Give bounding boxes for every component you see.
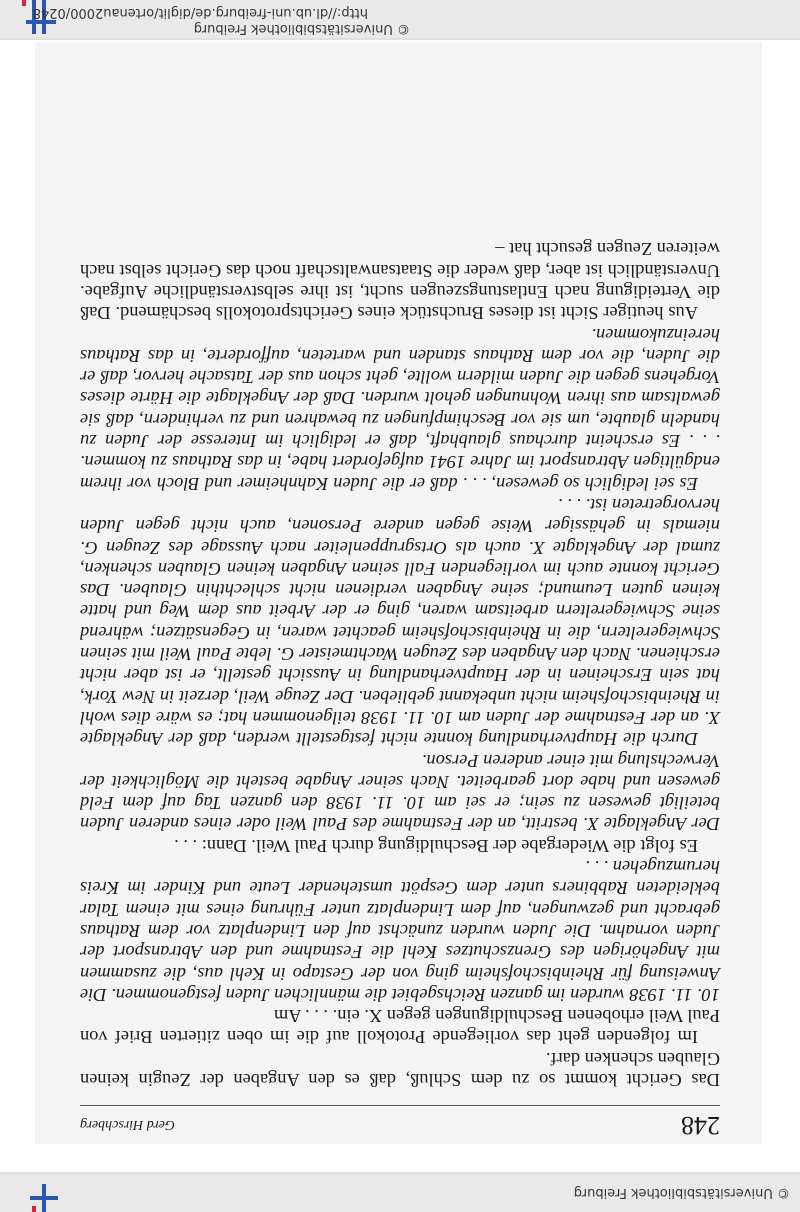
bottom-copyright-text: © Universitätsbibliothek Freiburg: [573, 1185, 790, 1200]
url-link[interactable]: http://dl.ub.uni-freiburg.de/diglit/ortenau2000/0248: [32, 5, 368, 20]
running-head-author: Gerd Hirschberg: [80, 1117, 176, 1132]
body-text: [80, 238, 720, 1090]
quote-kahnheimer-bloch: Es sei lediglich so gewesen, . . . daß er die Juden Kahnheimer und Bloch vor ihrem endgültigen Abtransport im Jahre 1941 aufgefordert habe, in das Rathaus zu kommen. . . . Es erscheint durchaus glaubhaft, daß er lediglich im Interesse der Juden zu handeln glaubte, um sie vor Beschimpfungen zu bewahren und zu verhindern, daß sie gewaltsam aus ihren Wohnungen geholt wurden. Daß der Angeklagte die Härte dieses Vorgehens gegen die Juden mildern wollte, geht schon aus der Tatsache hervor, daß er die Juden, die vor dem Rathaus standen und warteten, aufforderte, in das Rathaus hereinzukommen.: [80, 324, 720, 494]
header-rule: [80, 1105, 720, 1106]
ub-freiburg-logo-icon: [8, 1172, 58, 1212]
viewer-footer-bar: [0, 0, 800, 40]
quote-main-hearing: Durch die Hauptverhandlung konnte nicht festgestellt werden, daß der Angeklagte X. an der Festnahme der Juden am 10. 11. 1938 teilgenommen hat; es wäre dies wohl in Rheinbischofsheim nicht unbekannt geblieben. Der Zeuge Weil, derzeit in New York, hat sein Erscheinen in der Hauptverhandlung in Aussicht gestellt, er ist aber nicht erschienen. Nach den Angaben des Zeugen Wachtmeister G. lebte Paul Weil mit seinen Schwiegereltern, die in Rheinbischofsheim geachtet waren, in Gegensätzen; während seine Schwiegereltern arbeitsam waren, ging er der Arbeit aus dem Weg und hatte keinen guten Leumund; seine Angaben verdienen nicht schlechthin Glauben. Das Gericht konnte auch im vorliegenden Fall seinen Angaben keinen Glauben schenken, zumal der Angeklagte X. auch als Ortsgruppenleiter nach Aussage des Zeugen G. niemals in gehässiger Weise gegen andere Personen, auch nicht gegen Juden hervorgetreten ist. . . .: [80, 494, 720, 750]
paragraph-protocol-intro: Im folgenden geht das vorliegende Protokoll auf die im oben zitierten Brief von Paul Weil erhobenen Beschuldigungen gegen X. ein. . . . Am: [80, 1006, 720, 1048]
paragraph-conclusion: Das Gericht kommt so zu dem Schluß, daß es den Angaben der Zeugin keinen Glauben schenken darf.: [80, 1048, 720, 1090]
page-number: 248: [681, 1111, 720, 1140]
quote-november-1938: 10. 11. 1938 wurden im ganzen Reichsgebiet die männlichen Juden festgenommen. Die Anweisung für Rheinbischofsheim ging von der Gestapo in Kehl aus, die zusammen mit Angehörigen des Grenzschutzes Kehl die Festnahme und den Abtransport der Juden vornahm. Die Juden wurden zunächst auf den Lindenplatz vor dem Rathaus gebracht und gezwungen, auf dem Lindenplatz unter Führung eines mit einem Talar bekleideten Rabbiners unter dem Gespött umstehender Leute und Kinder im Kreis herumzugehen . . .: [80, 857, 720, 1005]
paragraph-assessment: Aus heutiger Sicht ist dieses Bruchstück eines Gerichtsprotokolls beschämend. Daß die Verteidigung nach Entlastungszeugen sucht, ist ihre selbstverständliche Aufgabe. Unverständlich ist aber, daß weder die Staatsanwaltschaft noch das Gericht selbst nach weiteren Zeugen gesucht hat –: [80, 239, 720, 324]
header-divider: [0, 1172, 800, 1174]
footer-divider: [0, 38, 800, 40]
paragraph-reproduction: Es folgt die Wiedergabe der Beschuldigung durch Paul Weil. Dann: . . .: [174, 835, 698, 856]
viewer-header-bar: [0, 1172, 800, 1212]
quote-defendant-denial: Der Angeklagte X. bestritt, an der Festnahme des Paul Weil oder eines anderen Juden beteiligt gewesen zu sein; er sei am 10. 11. 1938 den ganzen Tag auf dem Feld gewesen und habe dort gearbeitet. Nach seiner Angabe besteht die Möglichkeit der Verwechslung mit einer anderen Person.: [80, 750, 720, 835]
copyright-text: © Universitätsbibliothek Freiburg: [193, 21, 410, 36]
